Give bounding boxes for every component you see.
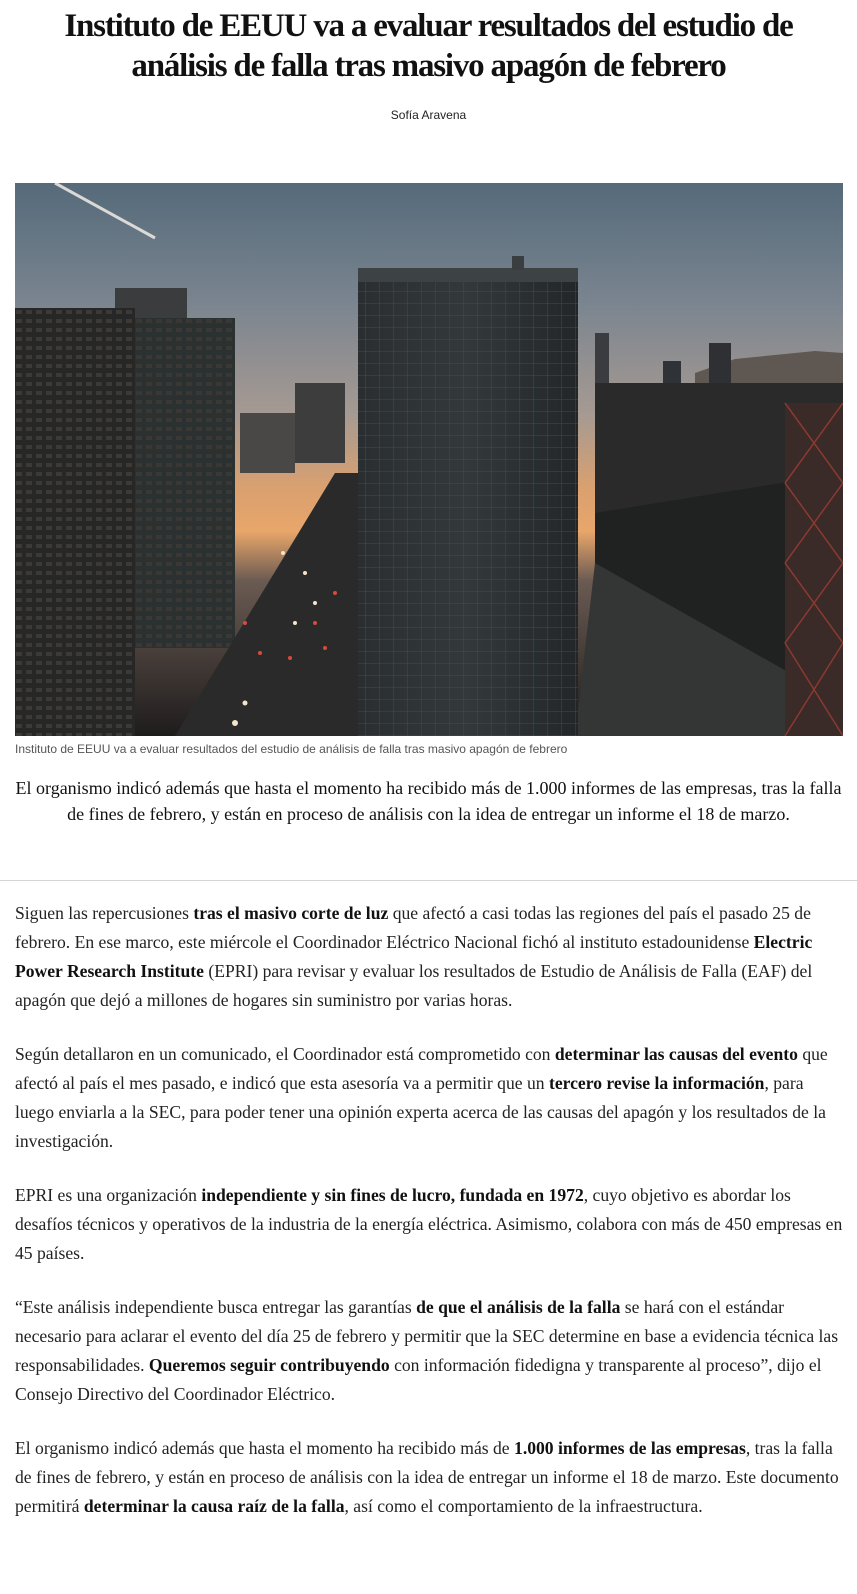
body-paragraph: Siguen las repercusiones tras el masivo corte de luz que afectó a casi todas las regiones del país el pasado 25 de febrero. En ese marco, este miércole el Coordinador Eléctrico Nacional fichó al instituto estadounidense Electric Power Research Institute (EPRI) para revisar y evaluar los resultados de Estudio de Análisis de Falla (EAF) del apagón que dejó a millones de hogares sin suministro por varias horas. <box>15 903 813 1010</box>
body-paragraph: Según detallaron en un comunicado, el Coordinador está comprometido con determinar las causas del evento que afectó al país el mes pasado, e indicó que esta asesoría va a permitir que un tercero revise la información, para luego enviarla a la SEC, para poder tener una opinión experta acerca de las causas del apagón y los resultados de la investigación. <box>15 1044 828 1151</box>
bold-text: determinar las causas del evento <box>554 1044 798 1064</box>
bold-text: tercero revise la información <box>548 1073 765 1093</box>
bold-text: de que el análisis de la falla <box>416 1297 621 1317</box>
body-paragraph: El organismo indicó además que hasta el momento ha recibido más de 1.000 informes de las empresas, tras la falla de fines de febrero, y están en proceso de análisis con la idea de entregar un informe el 18 de marzo. Este documento permitirá determinar la causa raíz de la falla, así como el comportamiento de la infraestructura. <box>15 1438 839 1516</box>
section-divider <box>0 880 857 881</box>
bold-text: Electric Power Research Institute <box>15 932 813 981</box>
bold-text: tras el masivo corte de luz <box>193 903 389 923</box>
article-dek: El organismo indicó además que hasta el momento ha recibido más de 1.000 informes de las empresas, tras la falla de fines de febrero, y están en proceso de análisis con la idea de entregar un informe el 18 de marzo. <box>15 778 842 824</box>
city-sunset-photo <box>15 183 843 736</box>
bold-text: Queremos seguir contribuyendo <box>148 1355 390 1375</box>
article-author[interactable]: Sofía Aravena <box>390 108 467 122</box>
bold-text: independiente y sin fines de lucro, fundada en 1972 <box>201 1185 584 1205</box>
bold-text: 1.000 informes de las empresas <box>514 1438 746 1458</box>
bold-text: determinar la causa raíz de la falla <box>83 1496 345 1516</box>
image-caption: Instituto de EEUU va a evaluar resultados del estudio de análisis de falla tras masivo apagón de febrero <box>15 742 568 756</box>
body-paragraph: EPRI es una organización independiente y sin fines de lucro, fundada en 1972, cuyo objetivo es abordar los desafíos técnicos y operativos de la industria de la energía eléctrica. Asimismo, colabora con más de 450 empresas en 45 países. <box>15 1185 843 1263</box>
article-headline: Instituto de EEUU va a evaluar resultados del estudio de análisis de falla tras masivo apagón de febrero <box>64 8 793 84</box>
article-body <box>15 899 843 1546</box>
hero-image <box>15 183 843 736</box>
body-paragraph: “Este análisis independiente busca entregar las garantías de que el análisis de la falla se hará con el estándar necesario para aclarar el evento del día 25 de febrero y permitir que la SEC determine en base a evidencia técnica las responsabilidades. Queremos seguir contribuyendo con información fidedigna y transparente al proceso”, dijo el Consejo Directivo del Coordinador Eléctrico. <box>15 1297 839 1404</box>
